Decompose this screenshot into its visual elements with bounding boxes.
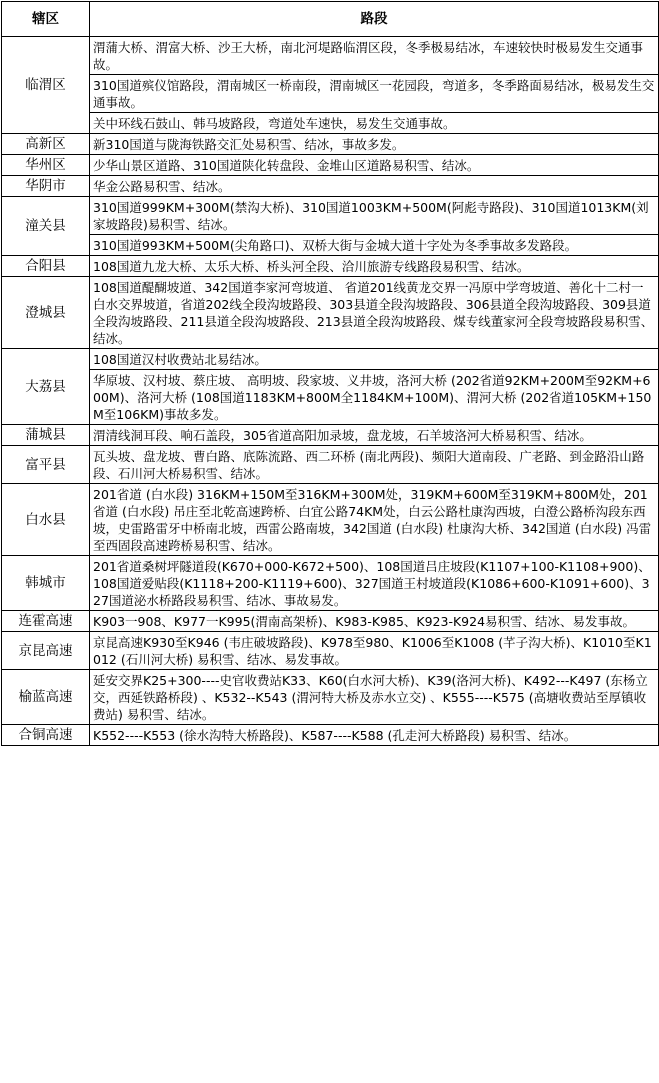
table-row [2, 113, 659, 134]
road-cell: 201省道 (白水段) 316KM+150M至316KM+300M处，319KM+600M至319KM+800M处，201省道 (白水段) 吊庄至北乾高速跨桥、白宜公路74KM处，白云公路杜康沟西坡，白澄公路桥沟段东西坡，史雷路雷牙中桥南北坡，西雷公路南坡，342国道 (白水段) 杜康沟大桥、342国道 (白水段) 冯雷至西固段高速跨桥易积雪、结冰。 [90, 484, 659, 556]
header-road: 路段 [90, 2, 659, 37]
road-cell: 310国道999KM+300M(禁沟大桥)、310国道1003KM+500M(阿彪寺路段)、310国道1013KM(刘家坡路段)易积雪、结冰。 [90, 197, 659, 235]
road-cell: 延安交界K25+300----史官收费站K33、K60(白水河大桥)、K39(洛河大桥)、K492---K497 (东杨立交，西延铁路桥段) 、K532--K543 (渭河特大桥及赤水立交) 、K555----K575 (高塘收费站至厚镇收费站) 易积雪、结冰。 [90, 670, 659, 725]
table-row [2, 37, 659, 75]
header-row [2, 2, 659, 37]
district-cell: 高新区 [2, 134, 90, 155]
road-cell: 渭清线洞耳段、响石盖段，305省道高阳加录坡，盘龙坡，石羊坡洛河大桥易积雪、结冰。 [90, 425, 659, 446]
road-cell: 310国道殡仪馆路段，渭南城区一桥南段，渭南城区一花园段，弯道多，冬季路面易结冰，极易发生交通事故。 [90, 75, 659, 113]
table-row [2, 277, 659, 349]
district-cell: 连霍高速 [2, 611, 90, 632]
table-row [2, 349, 659, 370]
table-row [2, 556, 659, 611]
district-cell: 京昆高速 [2, 632, 90, 670]
district-cell: 大荔县 [2, 349, 90, 425]
district-cell: 临渭区 [2, 37, 90, 134]
road-cell: K903一908、K977一K995(渭南高架桥)、K983-K985、K923-K924易积雪、结冰、易发事故。 [90, 611, 659, 632]
road-cell: 关中环线石鼓山、韩马坡路段，弯道处车速快，易发生交通事故。 [90, 113, 659, 134]
table-row [2, 725, 659, 746]
road-cell: 108国道醍醐坡道、342国道李家河弯坡道、 省道201线黄龙交界一冯原中学弯坡道、善化十二村一白水交界坡道，省道202线全段沟坡路段、303县道全段沟坡路段、306县道全段沟坡路段、309县道全段沟坡路段、211县道全段沟坡路段、213县道全段沟坡路段、煤专线董家河全段弯坡路段易积雪、结冰。 [90, 277, 659, 349]
table-row [2, 446, 659, 484]
district-cell: 富平县 [2, 446, 90, 484]
table-row [2, 484, 659, 556]
road-cell: 310国道993KM+500M(尖角路口)、双桥大街与金城大道十字处为冬季事故多发路段。 [90, 235, 659, 256]
road-cell: 108国道汉村收费站北易结冰。 [90, 349, 659, 370]
header-district: 辖区 [2, 2, 90, 37]
district-cell: 潼关县 [2, 197, 90, 256]
road-cell: 华原坡、汉村坡、蔡庄坡、 高明坡、段家坡、义井坡，洛河大桥 (202省道92KM+200M至92KM+600M)、洛河大桥 (108国道1183KM+800M全1184KM+100M)、渭河大桥 (202省道105KM+150M至106KM)事故多发。 [90, 370, 659, 425]
table-row [2, 155, 659, 176]
district-cell: 合铜高速 [2, 725, 90, 746]
table-row [2, 176, 659, 197]
table-row [2, 134, 659, 155]
district-cell: 华阴市 [2, 176, 90, 197]
road-cell: 华金公路易积雪、结冰。 [90, 176, 659, 197]
district-cell: 榆蓝高速 [2, 670, 90, 725]
road-cell: 少华山景区道路、310国道陕化转盘段、金堆山区道路易积雪、结冰。 [90, 155, 659, 176]
table-row [2, 670, 659, 725]
table-row [2, 611, 659, 632]
road-cell: 新310国道与陇海铁路交汇处易积雪、结冰，事故多发。 [90, 134, 659, 155]
table-row [2, 370, 659, 425]
table-row [2, 75, 659, 113]
road-cell: 201省道桑树坪隧道段(K670+000-K672+500)、108国道吕庄坡段(K1107+100-K1108+900)、108国道爱贴段(K1118+200-K1119+600)、327国道王村坡道段(K1086+600-K1091+600)、327国道泌水桥路段易积雪、结冰、事故易发。 [90, 556, 659, 611]
district-cell: 华州区 [2, 155, 90, 176]
district-cell: 合阳县 [2, 256, 90, 277]
table-row [2, 256, 659, 277]
district-cell: 白水县 [2, 484, 90, 556]
road-cell: 渭蒲大桥、渭富大桥、沙王大桥，南北河堤路临渭区段，冬季极易结冰，车速较快时极易发生交通事故。 [90, 37, 659, 75]
district-cell: 蒲城县 [2, 425, 90, 446]
road-cell: K552----K553 (徐水沟特大桥路段)、K587----K588 (孔走河大桥路段) 易积雪、结冰。 [90, 725, 659, 746]
table-row [2, 632, 659, 670]
road-hazard-table [1, 1, 659, 746]
table-row [2, 425, 659, 446]
table-body [2, 37, 659, 746]
district-cell: 韩城市 [2, 556, 90, 611]
table-row [2, 197, 659, 235]
road-cell: 108国道九龙大桥、太乐大桥、桥头河全段、洽川旅游专线路段易积雪、结冰。 [90, 256, 659, 277]
road-cell: 瓦头坡、盘龙坡、曹白路、底陈流路、西二环桥 (南北两段)、频阳大道南段、广老路、到金路沿山路段、石川河大桥易积雪、结冰。 [90, 446, 659, 484]
district-cell: 澄城县 [2, 277, 90, 349]
table-row [2, 235, 659, 256]
road-cell: 京昆高速K930至K946 (韦庄破坡路段)、K978至980、K1006至K1008 (芊子沟大桥)、K1010至K1012 (石川河大桥) 易积雪、结冰、易发事故。 [90, 632, 659, 670]
